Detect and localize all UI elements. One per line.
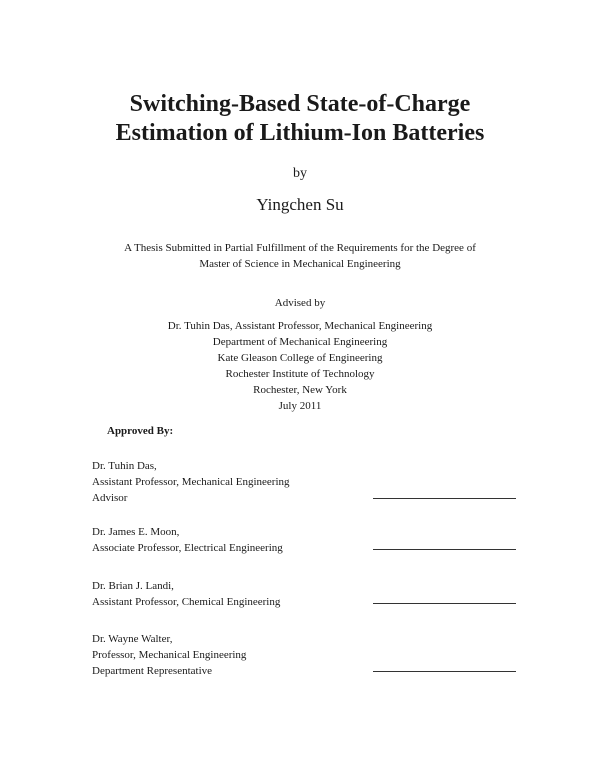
signatory-3-name: Dr. Brian J. Landi, xyxy=(92,580,174,592)
approved-by-heading: Approved By: xyxy=(107,425,174,437)
thesis-statement xyxy=(0,240,600,272)
date: July 2011 xyxy=(278,400,322,412)
signature-line-2 xyxy=(373,549,516,550)
signature-line-1 xyxy=(373,498,516,499)
advised-by-label: Advised by xyxy=(274,297,326,309)
signatory-4-title: Professor, Mechanical Engineering xyxy=(92,649,247,661)
signatory-2-name: Dr. James E. Moon, xyxy=(92,526,180,538)
by-label: by xyxy=(293,166,307,181)
thesis-title xyxy=(0,90,600,148)
institute: Rochester Institute of Technology xyxy=(225,368,375,380)
signatory-2 xyxy=(92,524,283,556)
title-line-2: Estimation of Lithium-Ion Batteries xyxy=(115,120,485,146)
signatory-1 xyxy=(92,458,290,506)
signatory-3 xyxy=(92,578,280,610)
signatory-1-title: Assistant Professor, Mechanical Engineering xyxy=(92,476,290,488)
signature-line-3 xyxy=(373,603,516,604)
author-name: Yingchen Su xyxy=(256,195,344,214)
signatory-2-title: Associate Professor, Electrical Engineering xyxy=(92,542,283,554)
advisor-name-title: Dr. Tuhin Das, Assistant Professor, Mechanical Engineering xyxy=(167,320,433,332)
signatory-4-role: Department Representative xyxy=(92,665,213,677)
college: Kate Gleason College of Engineering xyxy=(217,352,383,364)
department: Department of Mechanical Engineering xyxy=(212,336,388,348)
signature-line-4 xyxy=(373,671,516,672)
location: Rochester, New York xyxy=(253,384,347,396)
thesis-statement-line-1: A Thesis Submitted in Partial Fulfillment of the Requirements for the Degree of xyxy=(124,242,476,254)
signatory-4 xyxy=(92,631,246,679)
thesis-statement-line-2: Master of Science in Mechanical Engineering xyxy=(199,258,401,270)
signatory-1-role: Advisor xyxy=(92,492,128,504)
signatory-1-name: Dr. Tuhin Das, xyxy=(92,460,157,472)
signatory-4-name: Dr. Wayne Walter, xyxy=(92,633,173,645)
signatory-3-title: Assistant Professor, Chemical Engineering xyxy=(92,596,281,608)
title-line-1: Switching-Based State-of-Charge xyxy=(129,91,471,117)
advisor-info xyxy=(0,318,600,414)
